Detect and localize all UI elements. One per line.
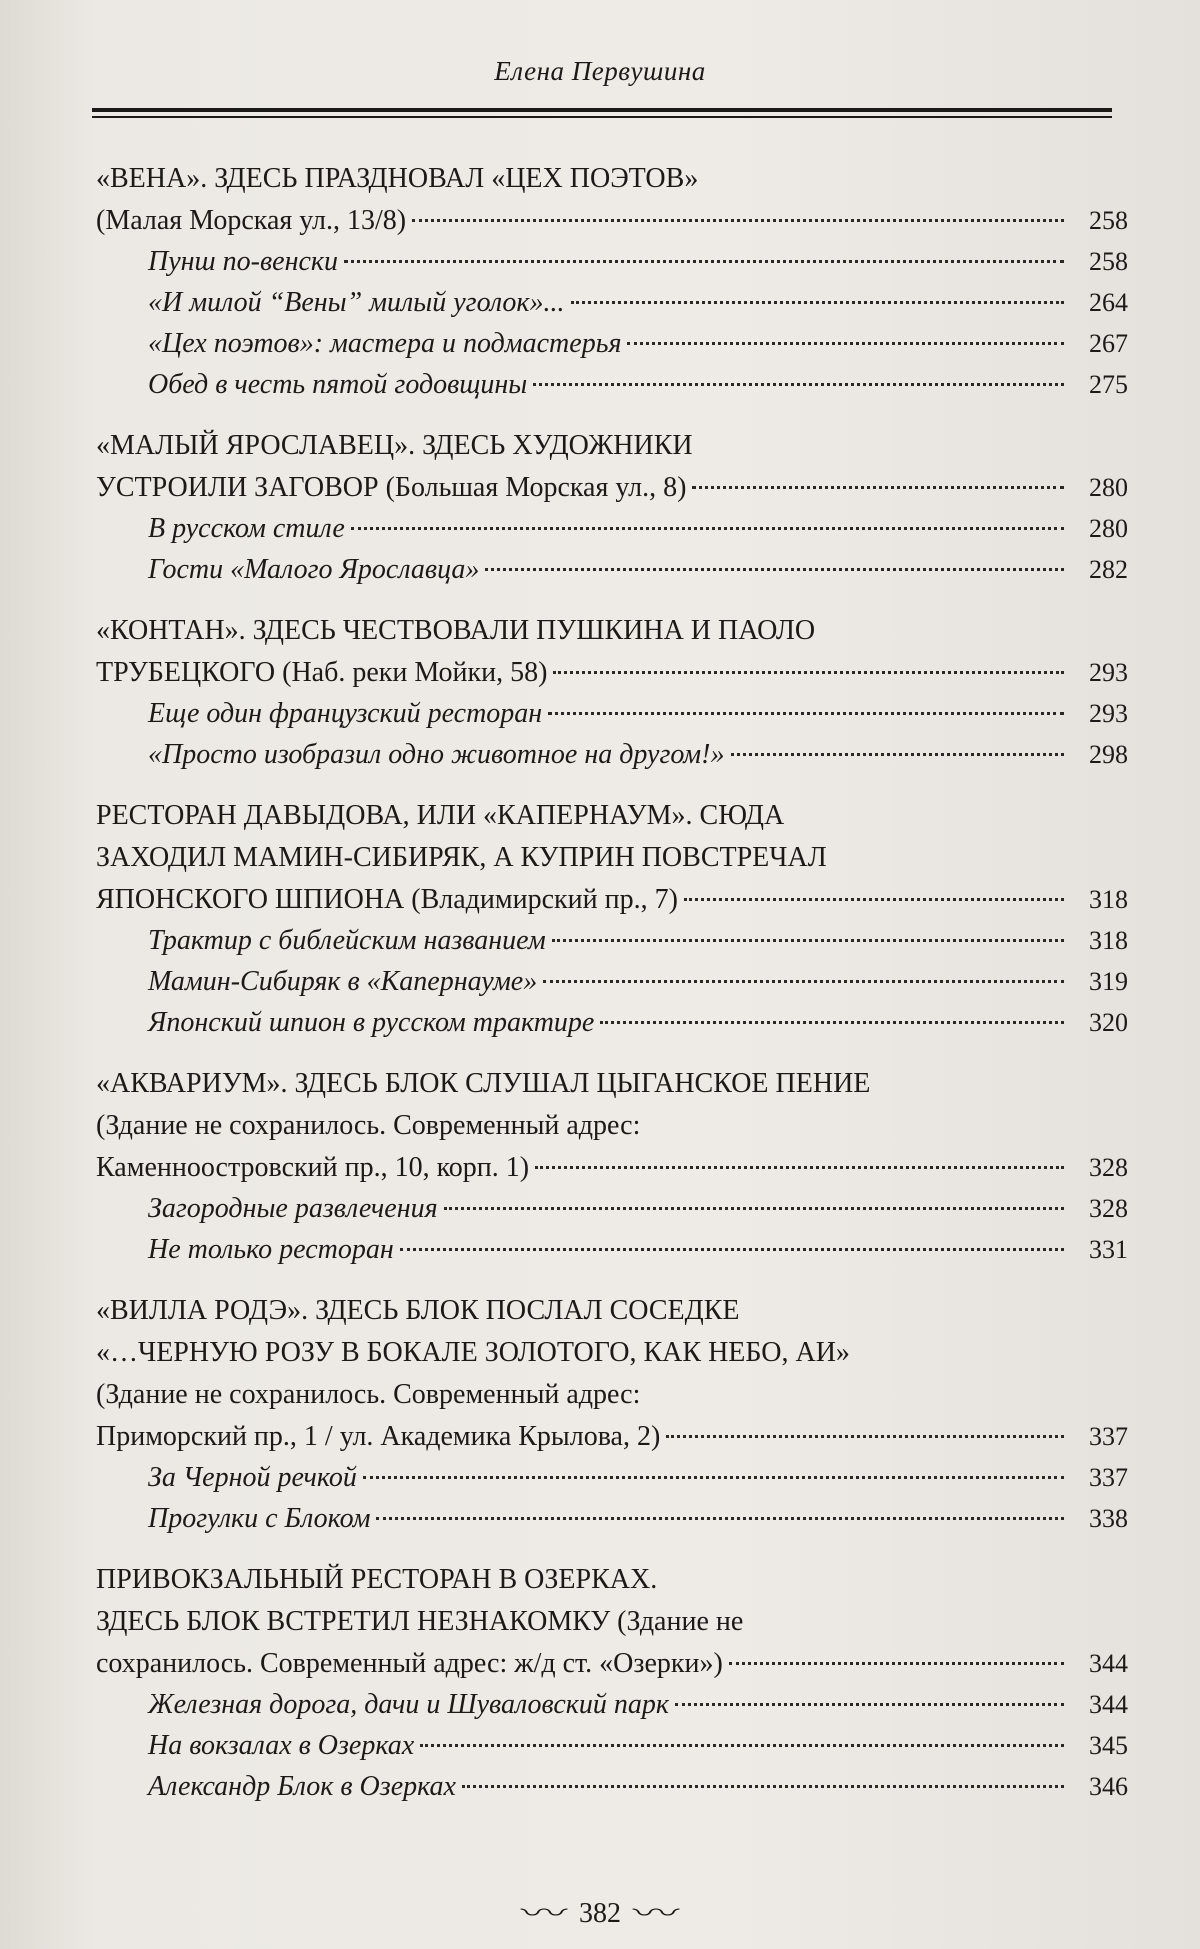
section-title-line: «АКВАРИУМ». ЗДЕСЬ БЛОК СЛУШАЛ ЦЫГАНСКОЕ ПЕНИЕ: [96, 1068, 871, 1099]
entry-page-number: 282: [1089, 555, 1128, 584]
section-title-tail: ТРУБЕЦКОГО (Наб. реки Мойки, 58): [96, 657, 548, 688]
section-title-tail: УСТРОИЛИ ЗАГОВОР (Большая Морская ул., 8): [96, 472, 687, 503]
dot-leader: [600, 1021, 1064, 1024]
toc-entry[interactable]: [96, 920, 1128, 961]
dot-leader: [533, 383, 1064, 386]
entry-label: Обед в честь пятой годовщины: [148, 369, 528, 400]
entry-label: Железная дорога, дачи и Шуваловский парк: [148, 1689, 669, 1720]
toc-section: [96, 158, 1128, 405]
dot-leader: [444, 1207, 1064, 1210]
entry-page-number: 328: [1089, 1194, 1128, 1223]
section-title-entry[interactable]: [96, 1643, 1128, 1684]
entry-label: Трактир с библейским названием: [148, 925, 546, 956]
toc-section: [96, 1290, 1128, 1539]
dot-leader: [627, 342, 1064, 345]
section-page-number: 280: [1089, 473, 1128, 502]
toc-section: [96, 1063, 1128, 1270]
dot-leader: [548, 712, 1064, 715]
entry-label: Загородные развлечения: [148, 1193, 438, 1224]
section-title-entry[interactable]: [96, 467, 1128, 508]
left-ornament-icon: 〰: [520, 1899, 568, 1928]
toc-entry[interactable]: [96, 1188, 1128, 1229]
entry-label: Гости «Малого Ярославца»: [148, 554, 480, 585]
entry-page-number: 318: [1089, 926, 1128, 955]
entry-label: За Черной речкой: [148, 1462, 357, 1493]
entry-page-number: 258: [1089, 247, 1128, 276]
toc-entry[interactable]: [96, 549, 1128, 590]
toc-entry[interactable]: [96, 241, 1128, 282]
entry-label: В русском стиле: [148, 513, 345, 544]
section-title-line: ЗАХОДИЛ МАМИН-СИБИРЯК, А КУПРИН ПОВСТРЕЧАЛ: [96, 842, 827, 873]
dot-leader: [731, 753, 1065, 756]
section-title-tail: ЯПОНСКОГО ШПИОНА (Владимирский пр., 7): [96, 884, 678, 915]
dot-leader: [692, 486, 1064, 489]
entry-page-number: 264: [1089, 288, 1128, 317]
section-title-entry[interactable]: [96, 652, 1128, 693]
entry-page-number: 346: [1089, 1772, 1128, 1801]
entry-label: Прогулки с Блоком: [148, 1503, 371, 1534]
toc-entry[interactable]: [96, 1684, 1128, 1725]
toc-entry[interactable]: [96, 693, 1128, 734]
page-footer: [0, 1893, 1200, 1930]
dot-leader: [344, 260, 1064, 263]
toc-section: [96, 425, 1128, 590]
toc-entry[interactable]: [96, 961, 1128, 1002]
entry-page-number: 345: [1089, 1731, 1128, 1760]
dot-leader: [552, 939, 1064, 942]
entry-label: «И милой “Вены” милый уголок»...: [148, 287, 565, 318]
entry-page-number: 337: [1089, 1463, 1128, 1492]
entry-label: Японский шпион в русском трактире: [148, 1007, 595, 1038]
section-title-line: «ВИЛЛА РОДЭ». ЗДЕСЬ БЛОК ПОСЛАЛ СОСЕДКЕ: [96, 1295, 740, 1326]
toc-entry[interactable]: [96, 364, 1128, 405]
dot-leader: [412, 219, 1064, 222]
toc-entry[interactable]: [96, 1457, 1128, 1498]
dot-leader: [376, 1517, 1064, 1520]
section-title-line: «МАЛЫЙ ЯРОСЛАВЕЦ». ЗДЕСЬ ХУДОЖНИКИ: [96, 430, 693, 461]
header-rule-thick: [92, 108, 1112, 112]
entry-page-number: 331: [1089, 1235, 1128, 1264]
section-title-tail: сохранилось. Современный адрес: ж/д ст. «Озерки»): [96, 1648, 723, 1679]
section-title-line: РЕСТОРАН ДАВЫДОВА, ИЛИ «КАПЕРНАУМ». СЮДА: [96, 800, 785, 831]
header-rule-thin: [92, 116, 1112, 118]
section-page-number: 328: [1089, 1153, 1128, 1182]
toc-entry[interactable]: [96, 1766, 1128, 1807]
dot-leader: [675, 1703, 1064, 1706]
entry-label: Мамин-Сибиряк в «Капернауме»: [148, 966, 538, 997]
section-title-entry[interactable]: [96, 879, 1128, 920]
dot-leader: [543, 980, 1064, 983]
toc-entry[interactable]: [96, 323, 1128, 364]
toc-section: [96, 795, 1128, 1043]
entry-label: «Цех поэтов»: мастера и подмастерья: [148, 328, 622, 359]
dot-leader: [666, 1435, 1064, 1438]
toc-entry[interactable]: [96, 508, 1128, 549]
toc-entry[interactable]: [96, 1725, 1128, 1766]
entry-page-number: 344: [1089, 1690, 1128, 1719]
section-title-line: ПРИВОКЗАЛЬНЫЙ РЕСТОРАН В ОЗЕРКАХ.: [96, 1564, 658, 1595]
dot-leader: [351, 527, 1064, 530]
entry-label: Александр Блок в Озерках: [148, 1771, 456, 1802]
section-title-tail: Приморский пр., 1 / ул. Академика Крылова, 2): [96, 1421, 661, 1452]
entry-label: Не только ресторан: [148, 1234, 394, 1265]
dot-leader: [684, 898, 1064, 901]
section-page-number: 293: [1089, 658, 1128, 687]
entry-label: «Просто изобразил одно животное на другом!»: [148, 739, 725, 770]
toc-section: [96, 610, 1128, 775]
section-title-entry[interactable]: [96, 1416, 1128, 1457]
section-page-number: 258: [1089, 206, 1128, 235]
dot-leader: [571, 301, 1064, 304]
section-title-entry[interactable]: [96, 200, 1128, 241]
dot-leader: [553, 671, 1064, 674]
toc-entry[interactable]: [96, 282, 1128, 323]
dot-leader: [535, 1166, 1064, 1169]
section-title-line: ЗДЕСЬ БЛОК ВСТРЕТИЛ НЕЗНАКОМКУ (Здание не: [96, 1606, 744, 1637]
section-title-entry[interactable]: [96, 1147, 1128, 1188]
entry-page-number: 319: [1089, 967, 1128, 996]
section-page-number: 337: [1089, 1422, 1128, 1451]
entry-page-number: 293: [1089, 699, 1128, 728]
dot-leader: [420, 1744, 1064, 1747]
dot-leader: [729, 1662, 1064, 1665]
section-title-line: «ВЕНА». ЗДЕСЬ ПРАЗДНОВАЛ «ЦЕХ ПОЭТОВ»: [96, 163, 699, 194]
entry-page-number: 320: [1089, 1008, 1128, 1037]
toc-entry[interactable]: [96, 1229, 1128, 1270]
section-page-number: 318: [1089, 885, 1128, 914]
entry-label: Еще один французский ресторан: [148, 698, 543, 729]
dot-leader: [363, 1476, 1064, 1479]
running-head: Елена Первушина: [494, 56, 706, 86]
table-of-contents: [96, 158, 1128, 1827]
toc-entry[interactable]: [96, 1498, 1128, 1539]
entry-label: На вокзалах в Озерках: [148, 1730, 415, 1761]
section-title-line: (Здание не сохранилось. Современный адрес:: [96, 1110, 641, 1141]
entry-page-number: 298: [1089, 740, 1128, 769]
dot-leader: [400, 1248, 1064, 1251]
section-title-line: «КОНТАН». ЗДЕСЬ ЧЕСТВОВАЛИ ПУШКИНА И ПАОЛО: [96, 615, 816, 646]
section-page-number: 344: [1089, 1649, 1128, 1678]
section-title-line: (Здание не сохранилось. Современный адрес:: [96, 1379, 641, 1410]
toc-entry[interactable]: [96, 734, 1128, 775]
entry-label: Пунш по-венски: [148, 246, 338, 277]
dot-leader: [462, 1785, 1064, 1788]
section-title-line: «…ЧЕРНУЮ РОЗУ В БОКАЛЕ ЗОЛОТОГО, КАК НЕБО, АИ»: [96, 1337, 850, 1368]
entry-page-number: 267: [1089, 329, 1128, 358]
right-ornament-icon: 〰: [632, 1899, 680, 1928]
toc-section: [96, 1559, 1128, 1807]
dot-leader: [485, 568, 1064, 571]
toc-entry[interactable]: [96, 1002, 1128, 1043]
entry-page-number: 338: [1089, 1504, 1128, 1533]
entry-page-number: 275: [1089, 370, 1128, 399]
entry-page-number: 280: [1089, 514, 1128, 543]
page-number: 382: [579, 1898, 621, 1929]
section-title-tail: (Малая Морская ул., 13/8): [96, 205, 407, 236]
section-title-tail: Каменноостровский пр., 10, корп. 1): [96, 1152, 530, 1183]
